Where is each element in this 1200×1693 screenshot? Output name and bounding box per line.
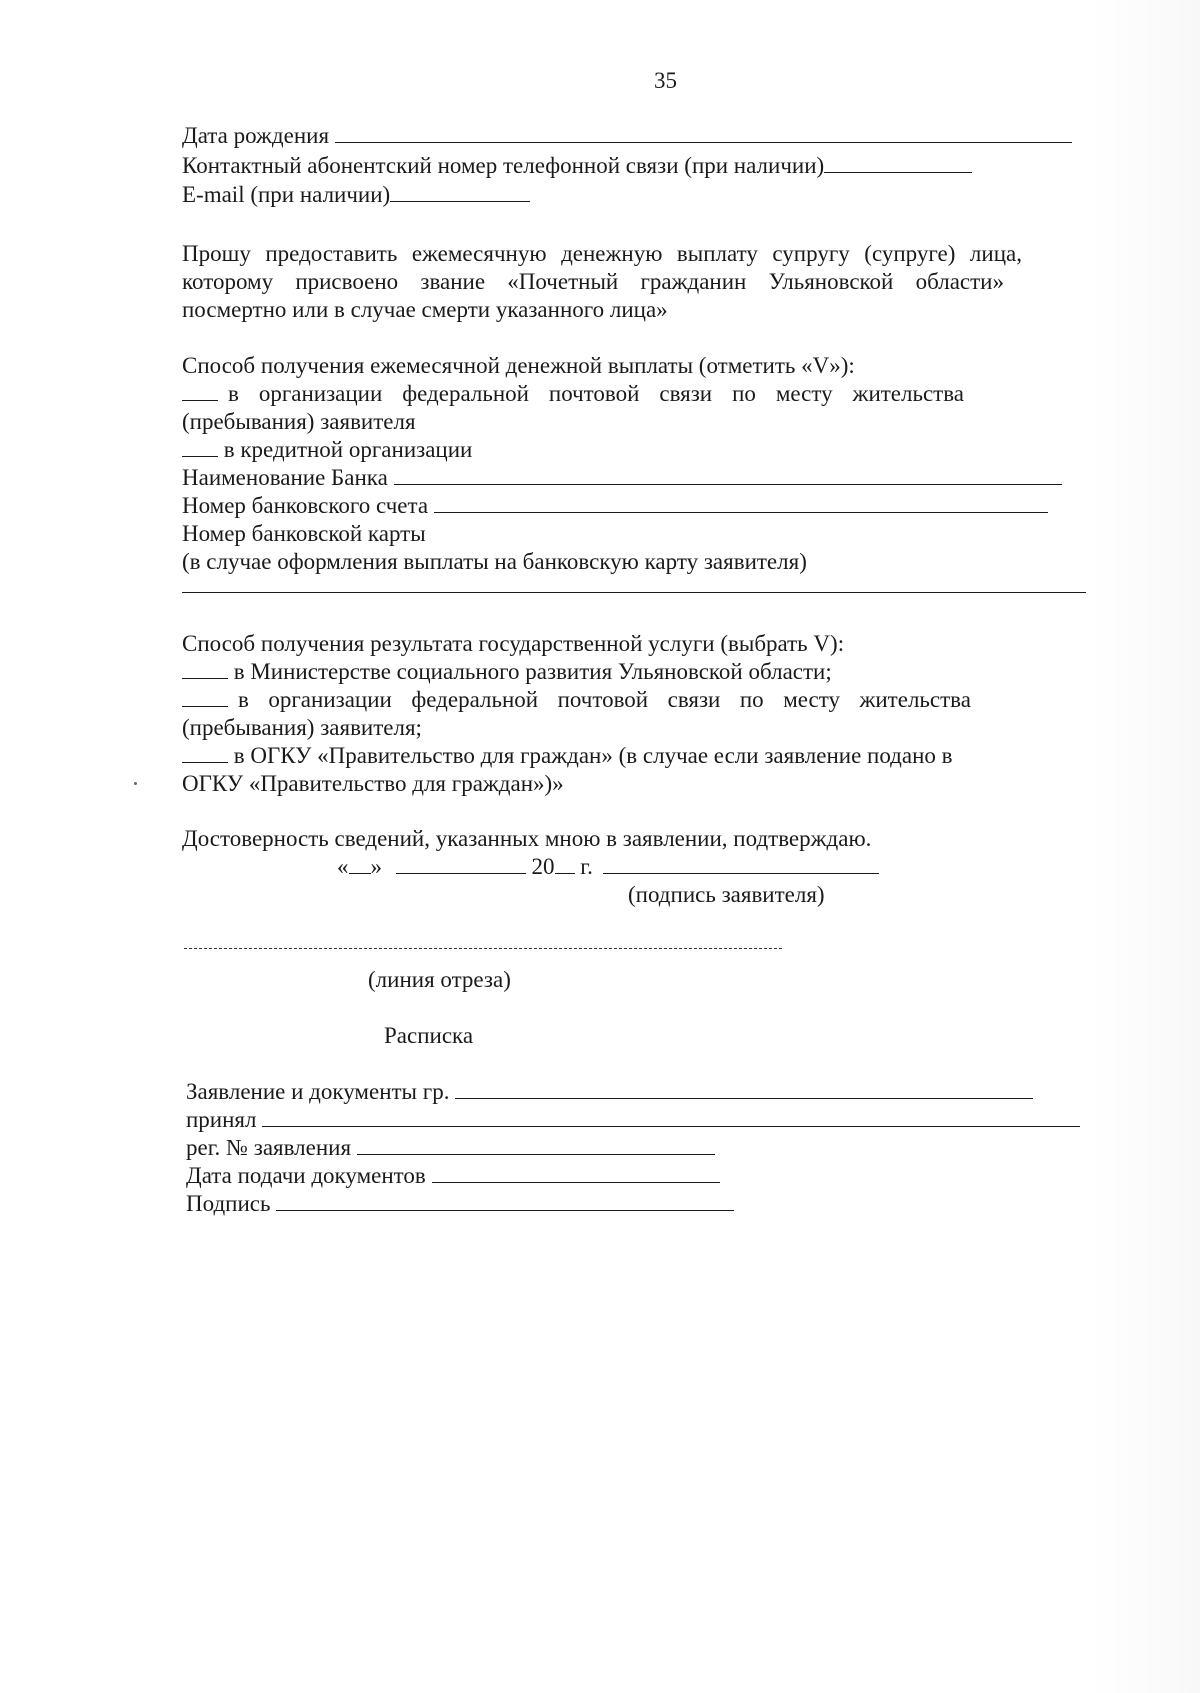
- date-day-field[interactable]: [349, 853, 371, 874]
- payment-option-post-checkbox[interactable]: [182, 380, 218, 401]
- request-word: выплату: [676, 241, 758, 266]
- request-line-1: [182, 240, 1022, 267]
- request-word: Прошу: [182, 241, 251, 266]
- result-option-ogku-label: в ОГКУ «Правительство для граждан» (в случае если заявление подано в: [233, 743, 953, 768]
- result-option-ogku-cont: ОГКУ «Правительство для граждан»)»: [182, 771, 564, 796]
- result-option-word: связи: [667, 687, 721, 712]
- request-line-1-words: [182, 240, 1022, 267]
- email-field[interactable]: [390, 181, 530, 202]
- bank-card-label: Номер банковской карты: [182, 521, 426, 546]
- scan-speck: [134, 782, 137, 785]
- date-year-prefix: 20: [531, 854, 555, 879]
- payment-option-post-label: [228, 380, 964, 407]
- date-quote-close: »: [370, 854, 382, 879]
- receipt-reg-field[interactable]: [357, 1134, 715, 1155]
- result-option-word: федеральной: [411, 687, 539, 712]
- birth-date-field[interactable]: [335, 122, 1072, 143]
- request-word: Ульяновской: [768, 269, 894, 294]
- applicant-signature-field[interactable]: [603, 853, 879, 874]
- payment-option-post: [182, 380, 964, 407]
- bank-name-row: [182, 464, 1062, 491]
- payment-option-word: федеральной: [402, 381, 529, 406]
- result-option-ministry: [182, 658, 832, 685]
- payment-option-word: связи: [659, 381, 713, 406]
- email-label: E-mail (при наличии): [182, 182, 391, 207]
- page-number: 35: [654, 68, 677, 93]
- cut-line: [184, 948, 782, 949]
- phone-row: [182, 152, 972, 179]
- date-month-field[interactable]: [396, 853, 526, 874]
- receipt-signature-field[interactable]: [276, 1190, 734, 1211]
- receipt-docs-label: Заявление и документы гр.: [186, 1079, 450, 1104]
- result-option-ministry-checkbox[interactable]: [182, 658, 228, 679]
- receipt-reg-label: рег. № заявления: [186, 1135, 352, 1160]
- result-option-post-cont: (пребывания) заявителя;: [182, 715, 422, 740]
- payment-option-word: по: [732, 381, 756, 406]
- receipt-docs-field[interactable]: [455, 1078, 1033, 1099]
- bank-name-field[interactable]: [394, 464, 1062, 485]
- request-word: супругу: [772, 241, 850, 266]
- receipt-title: Расписка: [384, 1023, 474, 1048]
- bank-account-field[interactable]: [434, 492, 1048, 513]
- result-option-word: по: [739, 687, 764, 712]
- receipt-signature-label: Подпись: [186, 1191, 271, 1216]
- payment-option-bank-label: в кредитной организации: [223, 437, 473, 462]
- payment-option-word: в: [228, 381, 239, 406]
- receipt-date-field[interactable]: [432, 1162, 720, 1183]
- request-word: ежемесячную: [411, 241, 547, 266]
- bank-account-label: Номер банковского счета: [182, 493, 429, 518]
- date-year-field[interactable]: [555, 853, 575, 874]
- scan-edge-shading: [1090, 0, 1200, 1693]
- payment-option-word: почтовой: [548, 381, 640, 406]
- payment-option-post-cont: (пребывания) заявителя: [182, 409, 416, 434]
- result-option-post-checkbox[interactable]: [182, 686, 228, 707]
- result-method-heading: Способ получения результата государственной услуги (выбрать V):: [182, 631, 845, 656]
- confirmation-text: Достоверность сведений, указанных мною в заявлении, подтверждаю.: [182, 826, 872, 851]
- receipt-accepted-field[interactable]: [262, 1106, 1080, 1127]
- request-line-2: [182, 268, 1004, 295]
- request-word: (супруге): [864, 241, 956, 266]
- result-option-word: в: [238, 687, 249, 712]
- payment-option-word: месту: [775, 381, 833, 406]
- result-option-post-label: [238, 686, 971, 713]
- email-row: [182, 181, 530, 208]
- request-line-3: посмертно или в случае смерти указанного лица»: [182, 297, 668, 322]
- date-signature-row: [337, 853, 879, 880]
- receipt-date-row: [186, 1162, 720, 1189]
- bank-name-label: Наименование Банка: [182, 465, 388, 490]
- receipt-docs-row: [186, 1078, 1033, 1105]
- date-quote-open: «: [337, 854, 349, 879]
- request-word: присвоено: [295, 269, 399, 294]
- date-year-suffix: г.: [580, 854, 593, 879]
- request-word: денежную: [561, 241, 663, 266]
- cut-line-caption: (линия отреза): [368, 967, 511, 992]
- bank-card-field[interactable]: [182, 592, 1086, 593]
- payment-option-word: организации: [258, 381, 383, 406]
- receipt-signature-row: [186, 1190, 734, 1217]
- bank-account-row: [182, 492, 1048, 519]
- result-option-ministry-label: в Министерстве социального развития Ульяновской области;: [233, 659, 832, 684]
- signature-caption: (подпись заявителя): [628, 882, 825, 907]
- phone-label: Контактный абонентский номер телефонной связи (при наличии): [182, 153, 825, 178]
- bank-card-note: (в случае оформления выплаты на банковскую карту заявителя): [182, 549, 807, 574]
- request-word: «Почетный: [507, 269, 619, 294]
- payment-option-bank-checkbox[interactable]: [182, 436, 218, 457]
- request-word: предоставить: [265, 241, 398, 266]
- birth-date-label: Дата рождения: [182, 123, 330, 148]
- request-word: которому: [182, 269, 274, 294]
- result-option-word: месту: [783, 687, 840, 712]
- request-word: звание: [420, 269, 486, 294]
- result-option-word: почтовой: [557, 687, 649, 712]
- request-word: области»: [915, 269, 1004, 294]
- payment-method-heading: Способ получения ежемесячной денежной выплаты (отметить «V»):: [182, 353, 855, 378]
- payment-option-word: жительства: [852, 381, 964, 406]
- request-line-2-words: [182, 268, 1004, 295]
- birth-date-row: [182, 122, 1072, 149]
- result-option-word: жительства: [859, 687, 971, 712]
- request-word: лица,: [969, 241, 1022, 266]
- receipt-date-label: Дата подачи документов: [186, 1163, 426, 1188]
- result-option-word: организации: [268, 687, 392, 712]
- receipt-reg-row: [186, 1134, 715, 1161]
- result-option-post: [182, 686, 971, 713]
- payment-option-bank: [182, 436, 472, 463]
- request-word: гражданин: [640, 269, 747, 294]
- result-option-ogku-checkbox[interactable]: [182, 742, 228, 763]
- result-option-ogku: [182, 742, 953, 769]
- receipt-accepted-row: [186, 1106, 1080, 1133]
- receipt-accepted-label: принял: [186, 1107, 257, 1132]
- phone-field[interactable]: [824, 152, 972, 173]
